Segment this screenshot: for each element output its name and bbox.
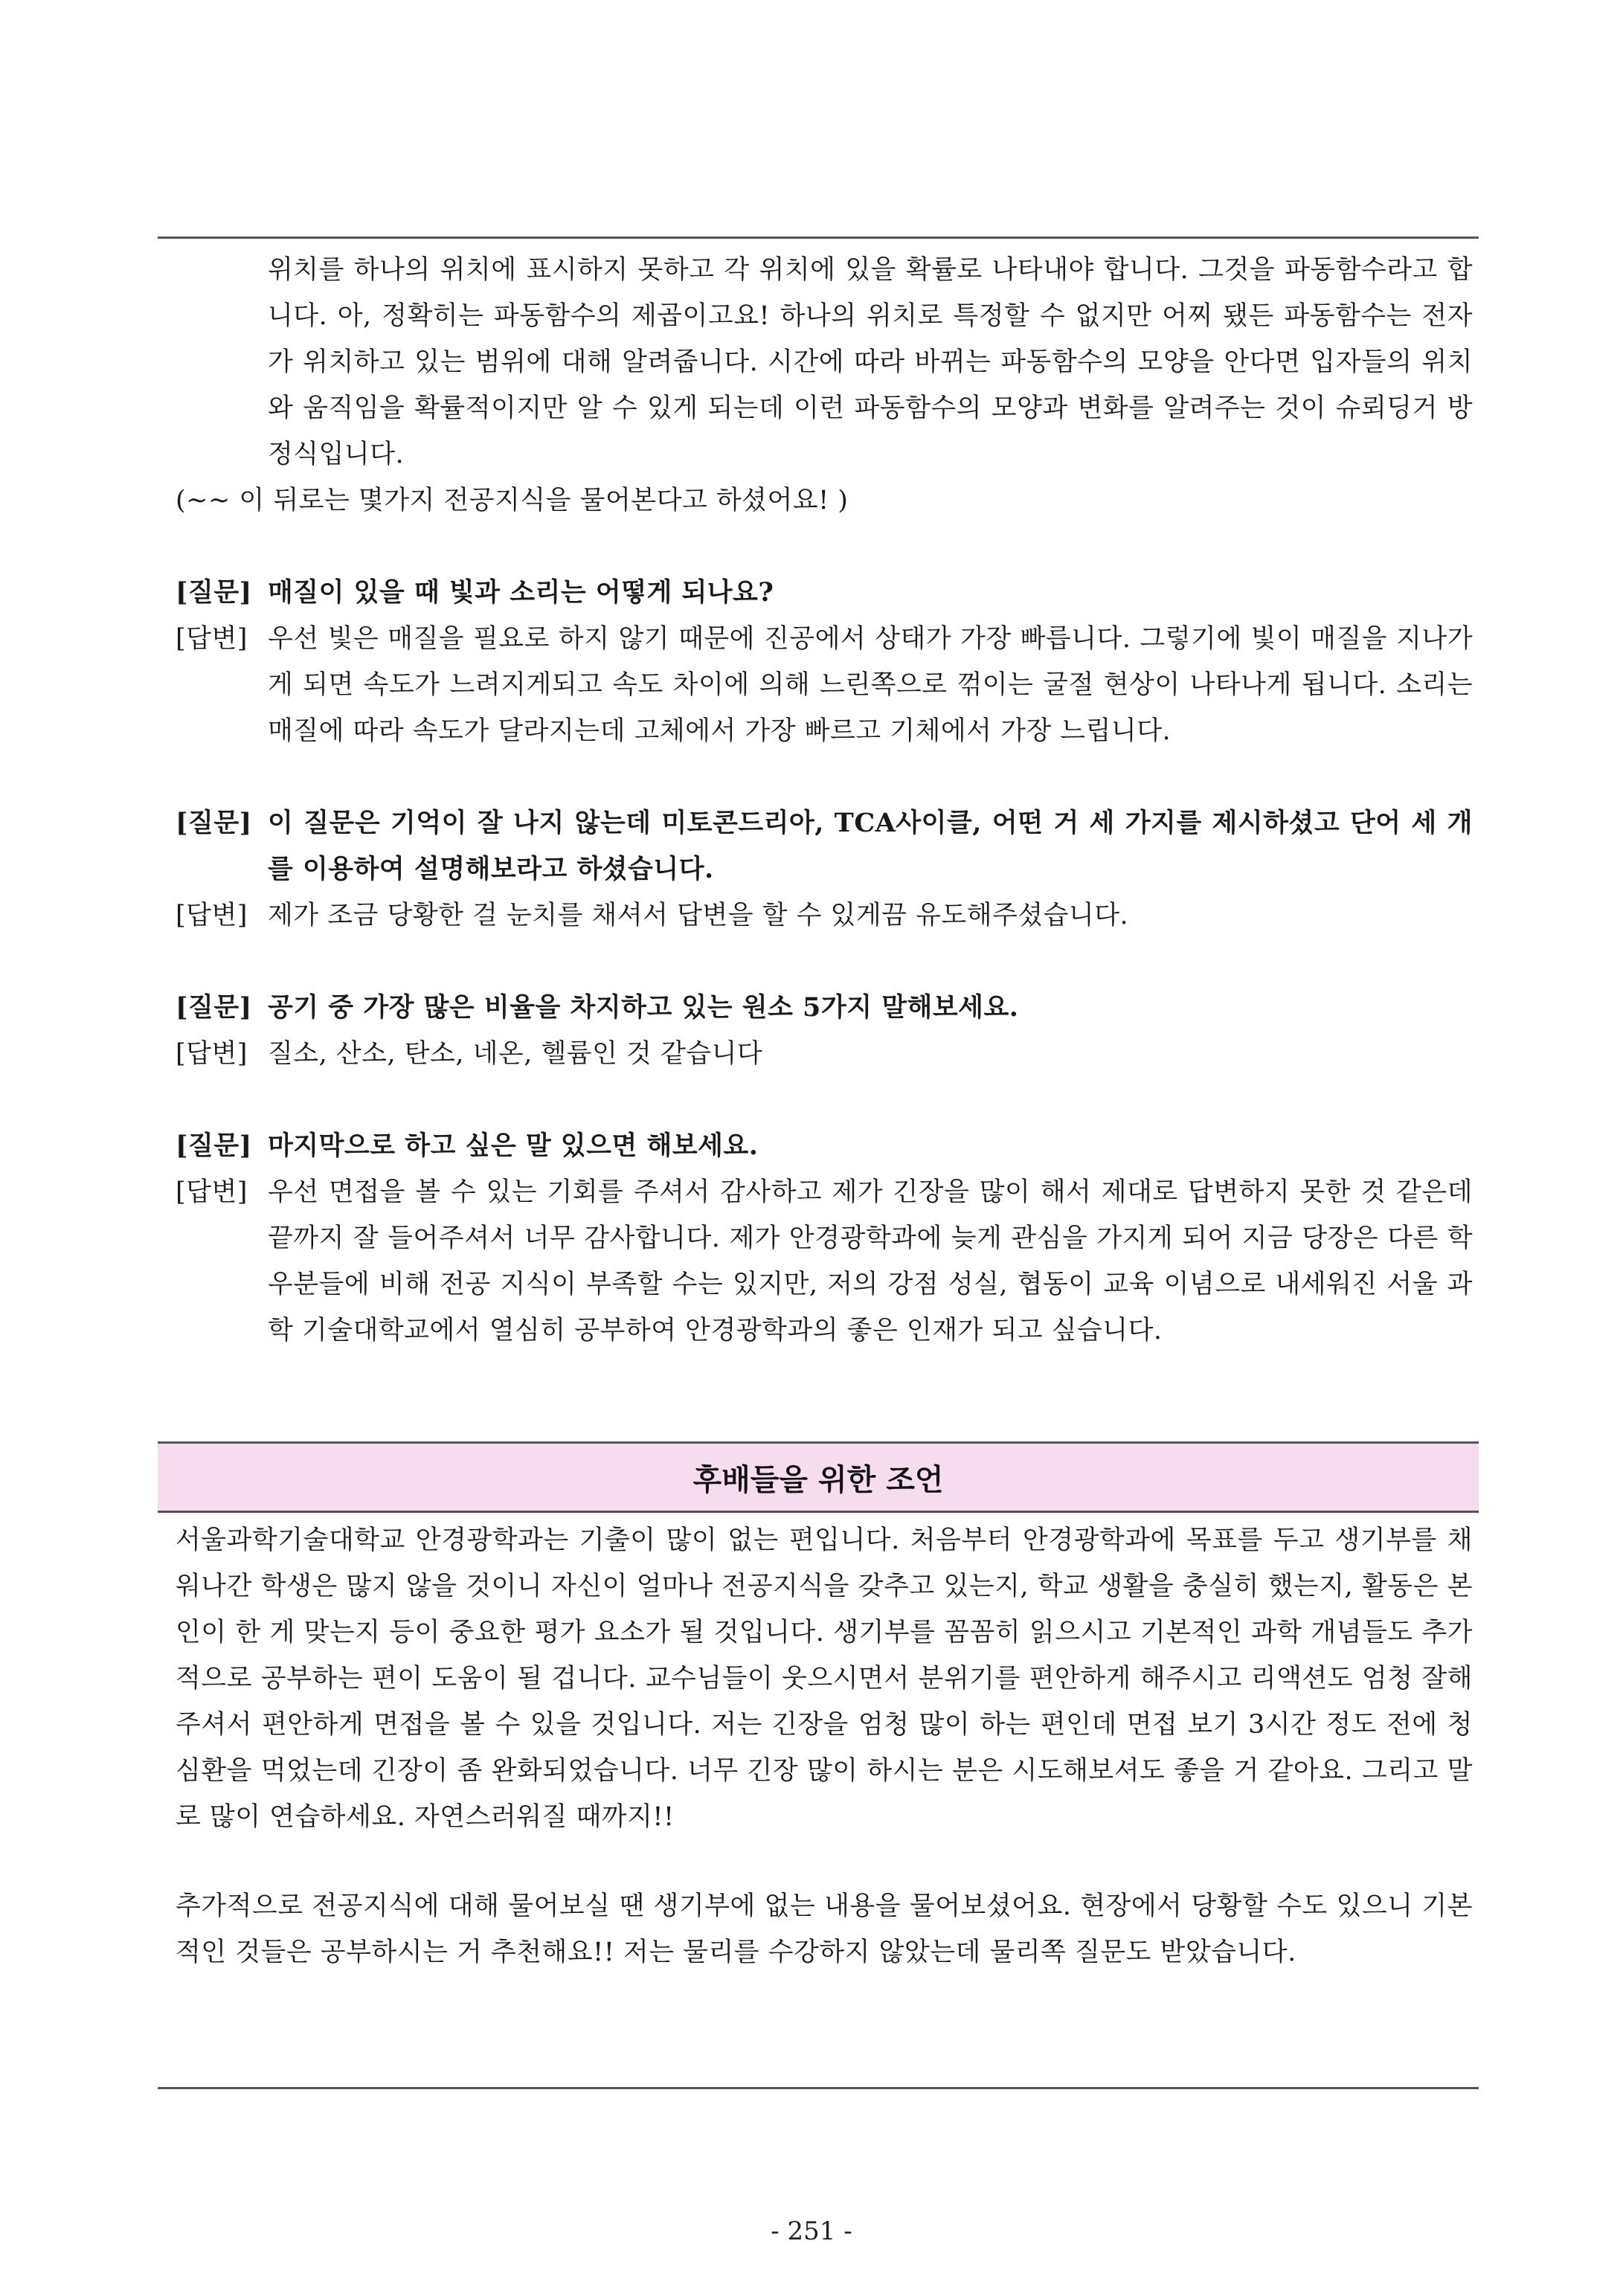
- question-tag: [질문]: [176, 992, 252, 1023]
- answer-tag: [답변]: [176, 1039, 248, 1069]
- answer-tag: [답변]: [176, 901, 248, 930]
- question-tag: [질문]: [176, 577, 252, 608]
- answer: [176, 1031, 1473, 1077]
- top-rule: [158, 237, 1479, 239]
- answer: [176, 1169, 1473, 1354]
- answer-text: 제가 조금 당황한 걸 눈치를 채셔서 답변을 할 수 있게끔 유도해주셨습니다.: [268, 901, 1129, 930]
- question: [176, 1123, 1473, 1169]
- interview-content: [176, 247, 1473, 1354]
- answer-text: 질소, 산소, 탄소, 네온, 헬륨인 것 같습니다: [268, 1039, 763, 1069]
- page-number: - 251 -: [771, 2216, 852, 2246]
- question: [176, 570, 1473, 616]
- question: [176, 985, 1473, 1031]
- question-text: 마지막으로 하고 싶은 말 있으면 해보세요.: [268, 1131, 759, 1161]
- answer-tag: [답변]: [176, 1177, 248, 1207]
- advice-heading: 후배들을 위한 조언: [158, 1441, 1479, 1513]
- answer-text: 우선 빛은 매질을 필요로 하지 않기 때문에 진공에서 상태가 가장 빠릅니다. 그렇기에 빛이 매질을 지나가게 되면 속도가 느려지게되고 속도 차이에 의해 느린쪽으로 꺾이는 굴절 현상이 나타나게 됩니다. 소리는 매질에 따라 속도가 달라지는데 고체에서 가장 빠르고 기체에서 가장 느립니다.: [268, 624, 1473, 746]
- advice-paragraph-2: 추가적으로 전공지식에 대해 물어보실 땐 생기부에 없는 내용을 물어보셨어요. 현장에서 당황할 수도 있으니 기본적인 것들은 공부하시는 거 추천해요!! 저는 물리를 수강하지 않았는데 물리쪽 질문도 받았습니다.: [176, 1891, 1473, 1967]
- answer-text: 우선 면접을 볼 수 있는 기회를 주셔서 감사하고 제가 긴장을 많이 해서 제대로 답변하지 못한 것 같은데 끝까지 잘 들어주셔서 너무 감사합니다. 제가 안경광학과에 늦게 관심을 가지게 되어 지금 당장은 다른 학우분들에 비해 전공 지식이 부족할 수는 있지만, 저의 강점 성실, 협동이 교육 이념으로 내세워진 서울 과학 기술대학교에서 열심히 공부하여 안경광학과의 좋은 인재가 되고 싶습니다.: [268, 1177, 1473, 1345]
- bottom-rule: [158, 2087, 1479, 2089]
- qa-item-2: [176, 800, 1473, 939]
- intro-note: (~~ 이 뒤로는 몇가지 전공지식을 물어본다고 하셨어요! ): [176, 486, 849, 515]
- question-text: 공기 중 가장 많은 비율을 차지하고 있는 원소 5가지 말해보세요.: [268, 992, 1019, 1023]
- question-text: 매질이 있을 때 빛과 소리는 어떻게 되나요?: [268, 577, 774, 608]
- qa-item-4: [176, 1123, 1473, 1354]
- question: [176, 800, 1473, 893]
- intro-continuation: 위치를 하나의 위치에 표시하지 못하고 각 위치에 있을 확률로 나타내야 합니다. 그것을 파동함수라고 합니다. 아, 정확히는 파동함수의 제곱이고요! 하나의 위치로 특정할 수 없지만 어찌 됐든 파동함수는 전자가 위치하고 있는 범위에 대해 알려줍니다. 시간에 따라 바뀌는 파동함수의 모양을 안다면 입자들의 위치와 움직임을 확률적이지만 알 수 있게 되는데 이런 파동함수의 모양과 변화를 알려주는 것이 슈뢰딩거 방정식입니다.: [268, 255, 1473, 469]
- question-text: 이 질문은 기억이 잘 나지 않는데 미토콘드리아, TCA사이클, 어떤 거 세 가지를 제시하셨고 단어 세 개를 이용하여 설명해보라고 하셨습니다.: [268, 808, 1473, 884]
- advice-content: [176, 1517, 1473, 1975]
- answer-tag: [답변]: [176, 624, 248, 654]
- advice-paragraph-1: 서울과학기술대학교 안경광학과는 기출이 많이 없는 편입니다. 처음부터 안경광학과에 목표를 두고 생기부를 채워나간 학생은 많지 않을 것이니 자신이 얼마나 전공지식을 갖추고 있는지, 학교 생활을 충실히 했는지, 활동은 본인이 한 게 맞는지 등이 중요한 평가 요소가 될 것입니다. 생기부를 꼼꼼히 읽으시고 기본적인 과학 개념들도 추가적으로 공부하는 편이 도움이 될 겁니다. 교수님들이 웃으시면서 분위기를 편안하게 해주시고 리액션도 엄청 잘해주셔서 편안하게 면접을 볼 수 있을 것입니다. 저는 긴장을 엄청 많이 하는 편인데 면접 보기 3시간 정도 전에 청심환을 먹었는데 긴장이 좀 완화되었습니다. 너무 긴장 많이 하시는 분은 시도해보셔도 좋을 거 같아요. 그리고 말로 많이 연습하세요. 자연스러워질 때까지!!: [176, 1525, 1473, 1832]
- answer: [176, 616, 1473, 754]
- qa-item-1: [176, 570, 1473, 754]
- question-tag: [질문]: [176, 1131, 252, 1161]
- question-tag: [질문]: [176, 808, 252, 838]
- qa-item-3: [176, 985, 1473, 1077]
- answer: [176, 893, 1473, 939]
